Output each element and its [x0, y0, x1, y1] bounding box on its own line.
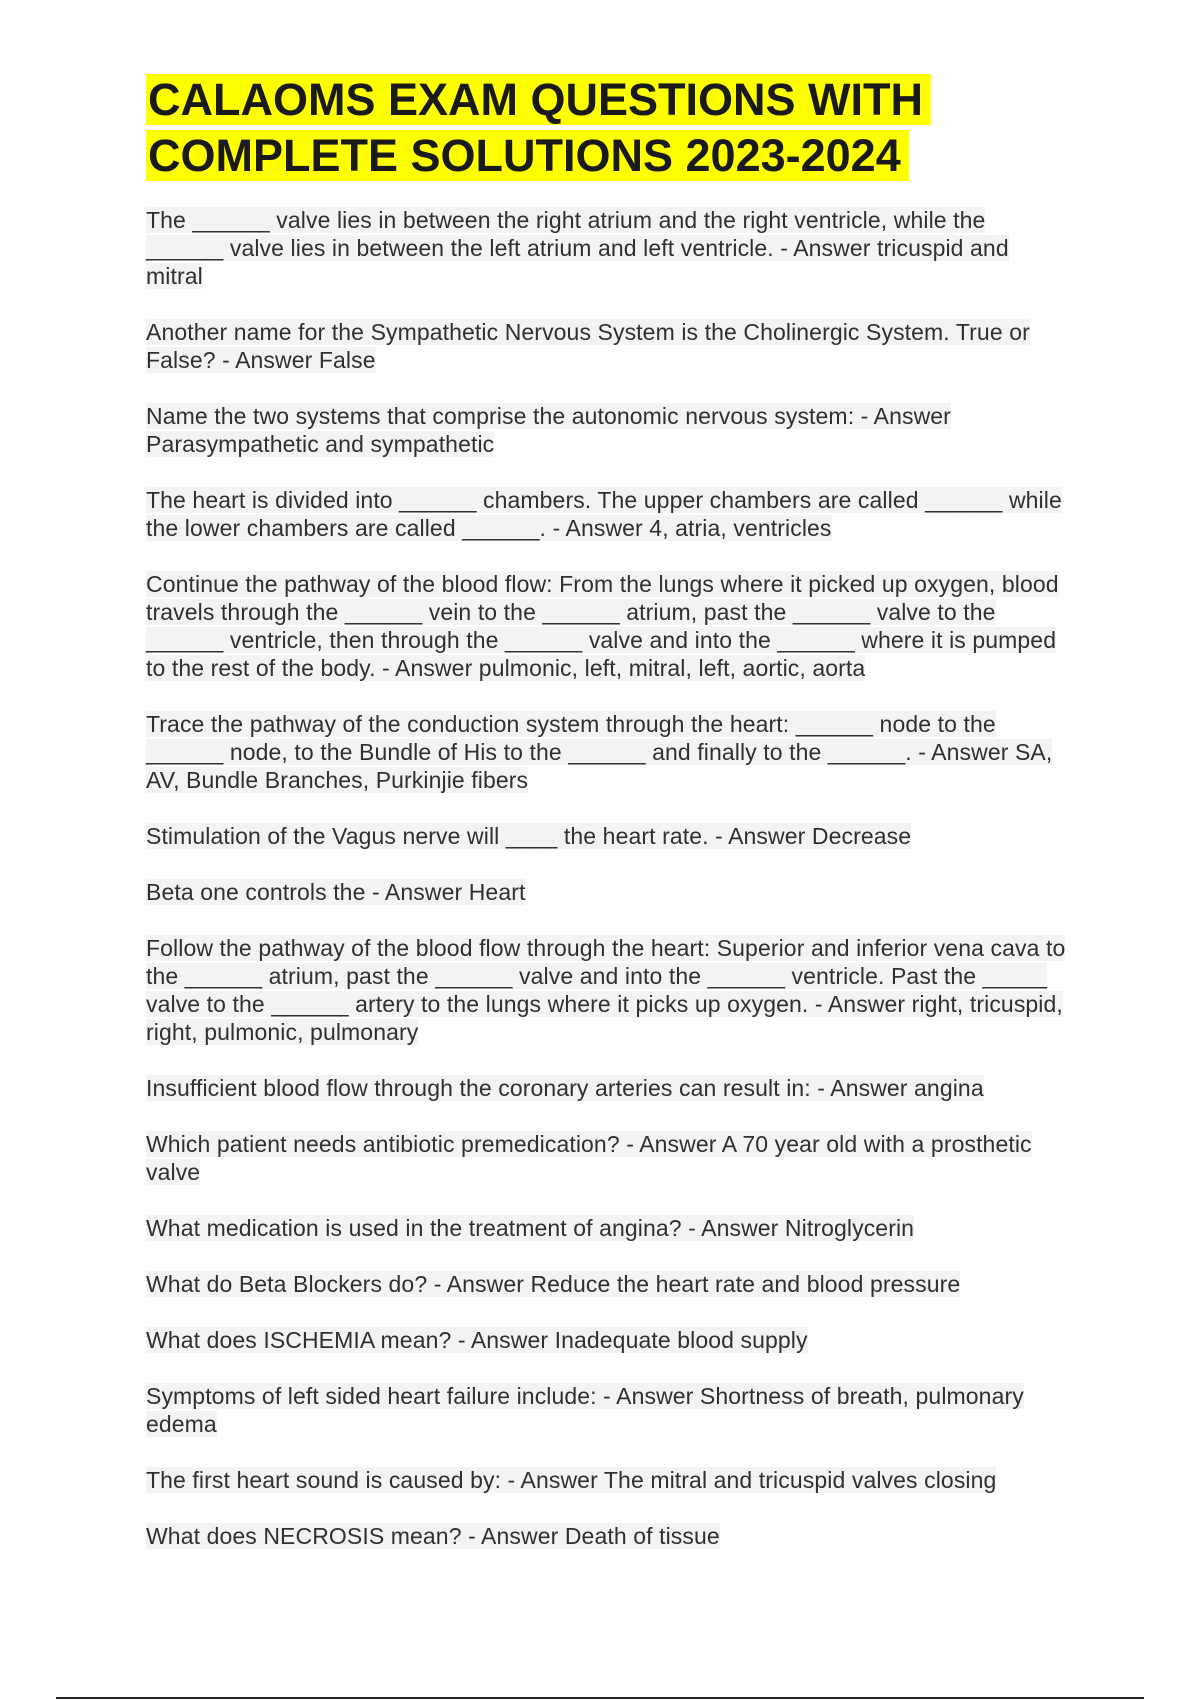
qa-text: Beta one controls the - Answer Heart	[146, 879, 526, 905]
qa-text: What medication is used in the treatment of angina? - Answer Nitroglycerin	[146, 1215, 915, 1241]
qa-text: What do Beta Blockers do? - Answer Reduce the heart rate and blood pressure	[146, 1271, 961, 1297]
qa-item	[146, 1214, 1066, 1242]
qa-text: The first heart sound is caused by: - Answer The mitral and tricuspid valves closing	[146, 1467, 997, 1493]
qa-item	[146, 822, 1066, 850]
qa-item	[146, 1130, 1066, 1186]
qa-text: Stimulation of the Vagus nerve will ____ the heart rate. - Answer Decrease	[146, 823, 912, 849]
qa-text: Insufficient blood flow through the coronary arteries can result in: - Answer angina	[146, 1075, 984, 1101]
footer-divider	[56, 1697, 1144, 1699]
qa-item	[146, 878, 1066, 906]
qa-text: Trace the pathway of the conduction system through the heart: ______ node to the ______ node, to the Bundle of His to the ______ and finally to the ______. - Answer SA, AV, Bundle Branches, Purkinjie fibers	[146, 711, 1053, 793]
qa-item	[146, 1326, 1066, 1354]
qa-text: The ______ valve lies in between the right atrium and the right ventricle, while the ______ valve lies in between the left atrium and left ventricle. - Answer tricuspid and mitral	[146, 207, 1009, 289]
qa-text: Continue the pathway of the blood flow: From the lungs where it picked up oxygen, blood travels through the ______ vein to the ______ atrium, past the ______ valve to the ______ ventricle, then through the ______ valve and into the ______ where it is pumped to the rest of the body. - Answer pulmonic, left, mitral, left, aortic, aorta	[146, 571, 1059, 681]
qa-text: What does NECROSIS mean? - Answer Death of tissue	[146, 1523, 720, 1549]
qa-text: The heart is divided into ______ chambers. The upper chambers are called ______ while the lower chambers are called ______. - Answer 4, atria, ventricles	[146, 487, 1062, 541]
qa-text: Name the two systems that comprise the autonomic nervous system: - Answer Parasympathetic and sympathetic	[146, 403, 951, 457]
title-block	[146, 72, 1066, 184]
qa-item	[146, 1382, 1066, 1438]
qa-item	[146, 1522, 1066, 1550]
qa-item	[146, 934, 1066, 1046]
qa-item	[146, 486, 1066, 542]
qa-item	[146, 402, 1066, 458]
qa-text: Which patient needs antibiotic premedication? - Answer A 70 year old with a prosthetic valve	[146, 1131, 1032, 1185]
qa-item	[146, 1270, 1066, 1298]
qa-item	[146, 1074, 1066, 1102]
qa-text: Another name for the Sympathetic Nervous System is the Cholinergic System. True or False? - Answer False	[146, 319, 1030, 373]
qa-text: What does ISCHEMIA mean? - Answer Inadequate blood supply	[146, 1327, 808, 1353]
document-page	[146, 72, 1066, 1578]
qa-item	[146, 206, 1066, 290]
qa-item	[146, 1466, 1066, 1494]
qa-item	[146, 570, 1066, 682]
qa-text: Follow the pathway of the blood flow through the heart: Superior and inferior vena cava to the ______ atrium, past the ______ valve and into the ______ ventricle. Past the _____ valve to the ______ artery to the lungs where it picks up oxygen. - Answer right, tricuspid, right, pulmonic, pulmonary	[146, 935, 1066, 1045]
qa-item	[146, 710, 1066, 794]
qa-item	[146, 318, 1066, 374]
qa-text: Symptoms of left sided heart failure include: - Answer Shortness of breath, pulmonary edema	[146, 1383, 1024, 1437]
document-title: CALAOMS EXAM QUESTIONS WITH COMPLETE SOLUTIONS 2023-2024	[146, 74, 931, 181]
